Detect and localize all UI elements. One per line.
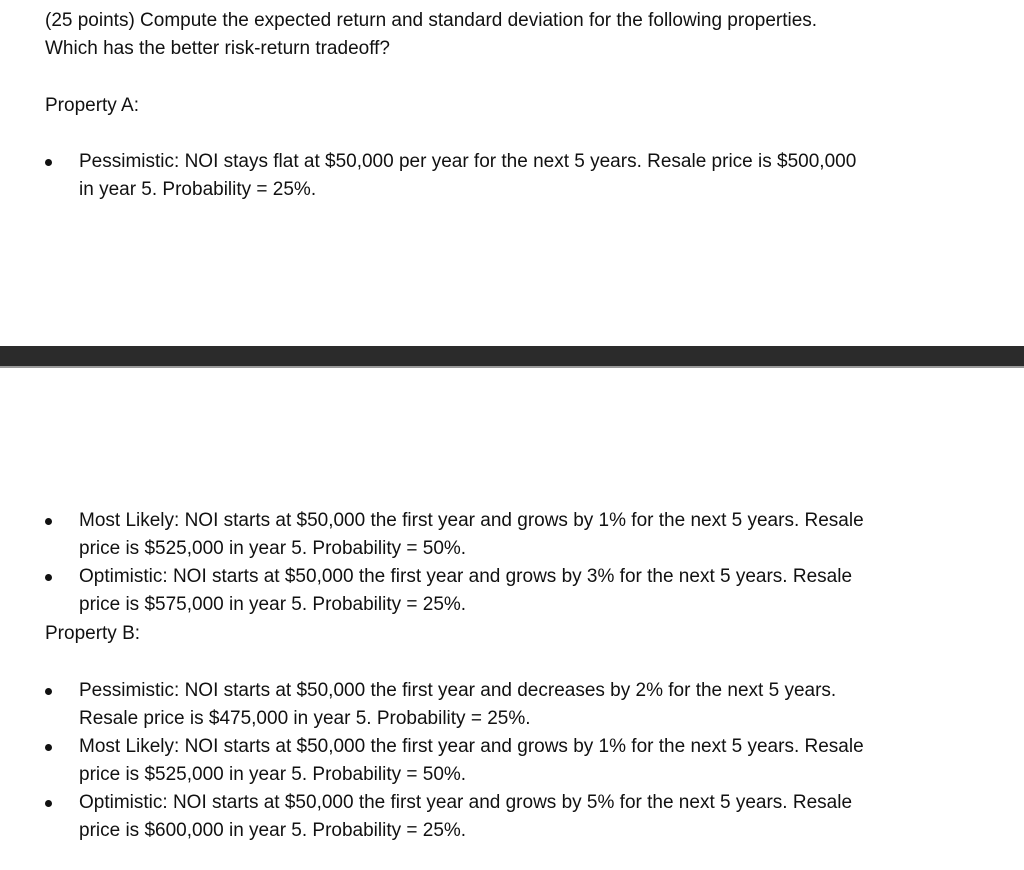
property-a-pessimistic	[45, 148, 1005, 204]
bullet-icon	[45, 800, 52, 807]
scenario-line-2: Resale price is $475,000 in year 5. Probability = 25%.	[79, 708, 531, 729]
bullet-icon	[45, 159, 52, 166]
scenario-line-1: Most Likely: NOI starts at $50,000 the first year and grows by 1% for the next 5 years. Resale	[79, 510, 864, 531]
scenario-line-2: price is $575,000 in year 5. Probability = 25%.	[79, 594, 467, 615]
scenario-line-2: price is $600,000 in year 5. Probability = 25%.	[79, 820, 467, 841]
bullet-icon	[45, 688, 52, 695]
bullet-icon	[45, 574, 52, 581]
property-b-heading: Property B:	[45, 623, 141, 644]
scenario-line-1: Pessimistic: NOI stays flat at $50,000 per year for the next 5 years. Resale price is $500,000	[79, 151, 857, 172]
scenario-line-1: Optimistic: NOI starts at $50,000 the first year and grows by 3% for the next 5 years. Resale	[79, 566, 853, 587]
question-line-1: (25 points) Compute the expected return and standard deviation for the following properties.	[45, 10, 818, 31]
property-a-pessimistic-list	[45, 148, 1005, 204]
scenario-line-1: Most Likely: NOI starts at $50,000 the first year and grows by 1% for the next 5 years. Resale	[79, 736, 864, 757]
property-a-optimistic	[45, 563, 1005, 619]
property-a-heading: Property A:	[45, 95, 139, 116]
page-divider-bar	[0, 346, 1024, 368]
scenario-line-2: price is $525,000 in year 5. Probability = 50%.	[79, 764, 467, 785]
scenario-line-1: Pessimistic: NOI starts at $50,000 the first year and decreases by 2% for the next 5 years.	[79, 680, 837, 701]
property-a-more-scenarios-list	[45, 507, 1005, 619]
question-line-2: Which has the better risk-return tradeoff?	[45, 38, 390, 59]
property-b-scenarios-list	[45, 677, 1005, 845]
bullet-icon	[45, 518, 52, 525]
property-b-pessimistic	[45, 677, 1005, 733]
scenario-line-2: in year 5. Probability = 25%.	[79, 179, 317, 200]
bullet-icon	[45, 744, 52, 751]
scenario-line-1: Optimistic: NOI starts at $50,000 the first year and grows by 5% for the next 5 years. Resale	[79, 792, 853, 813]
property-a-most-likely	[45, 507, 1005, 563]
property-b-most-likely	[45, 733, 1005, 789]
question-text	[45, 7, 1005, 63]
property-b-optimistic	[45, 789, 1005, 845]
scenario-line-2: price is $525,000 in year 5. Probability = 50%.	[79, 538, 467, 559]
